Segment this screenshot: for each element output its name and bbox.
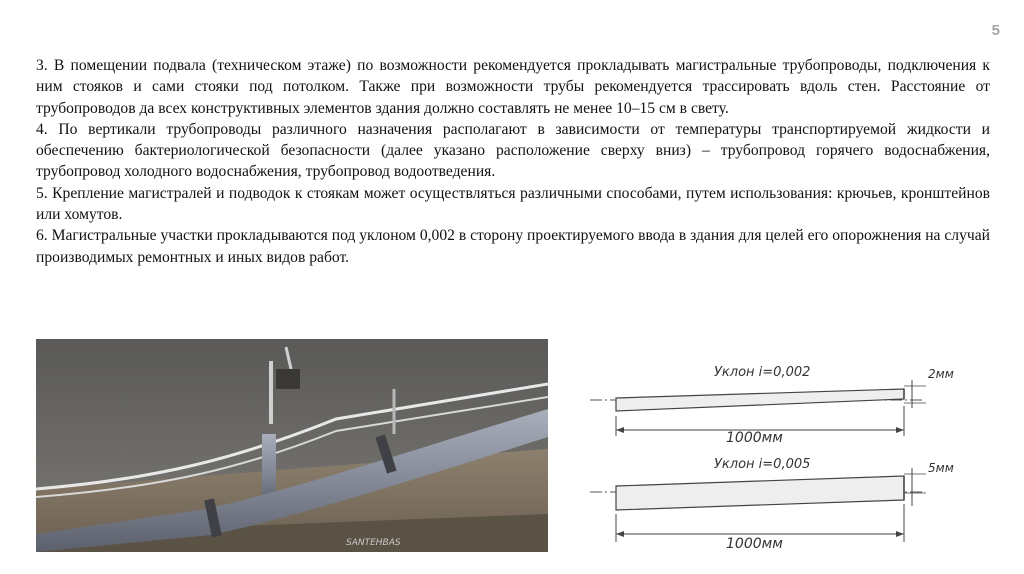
paragraph-4: 4. По вертикали трубопроводы различного назначения располагают в зависимости от температуры транспортируемой жидкости и обеспечению бактериологической безопасности (далее указано расположение сверху вниз) – трубопровод горячего водоснабжения, трубопровод холодного водоснабжения, трубопровод водоотведения. — [36, 120, 990, 181]
paragraph-5: 5. Крепление магистралей и подводок к стоякам может осуществляться различными способами, путем использования: крючьев, кронштейнов или хомутов. — [36, 184, 990, 224]
paragraph-6: 6. Магистральные участки прокладываются под уклоном 0,002 в сторону проектируемого ввода в здания для целей его опорожнения на случай производимых ремонтных и иных видов работ. — [36, 227, 990, 266]
slope1-pipe — [616, 389, 904, 411]
slope1-drop: 2мм — [928, 367, 954, 381]
photo-watermark: SANTEHBAS — [346, 538, 401, 548]
slope2-drop: 5мм — [928, 461, 954, 475]
basement-pipes-photo — [36, 339, 548, 552]
slope1-length: 1000мм — [726, 430, 783, 446]
slope-diagram — [586, 356, 966, 552]
slope1-label: Уклон i=0,002 — [714, 365, 811, 380]
slope2-pipe — [616, 476, 904, 510]
page-number: 5 — [991, 22, 1000, 39]
slope2-label: Уклон i=0,005 — [714, 457, 811, 472]
slope2-length: 1000мм — [726, 536, 783, 552]
body-text — [36, 55, 990, 268]
paragraph-3: 3. В помещении подвала (техническом этаже) по возможности рекомендуется прокладывать магистральные трубопроводы, подключения к ним стояков и сами стояки под потолком. Также при возможности трубы рекомендуется трассировать вдоль стен. Расстояние от трубопроводов да всех конструктивных элементов здания должно составлять не менее 10–15 см в свету. — [36, 57, 990, 117]
